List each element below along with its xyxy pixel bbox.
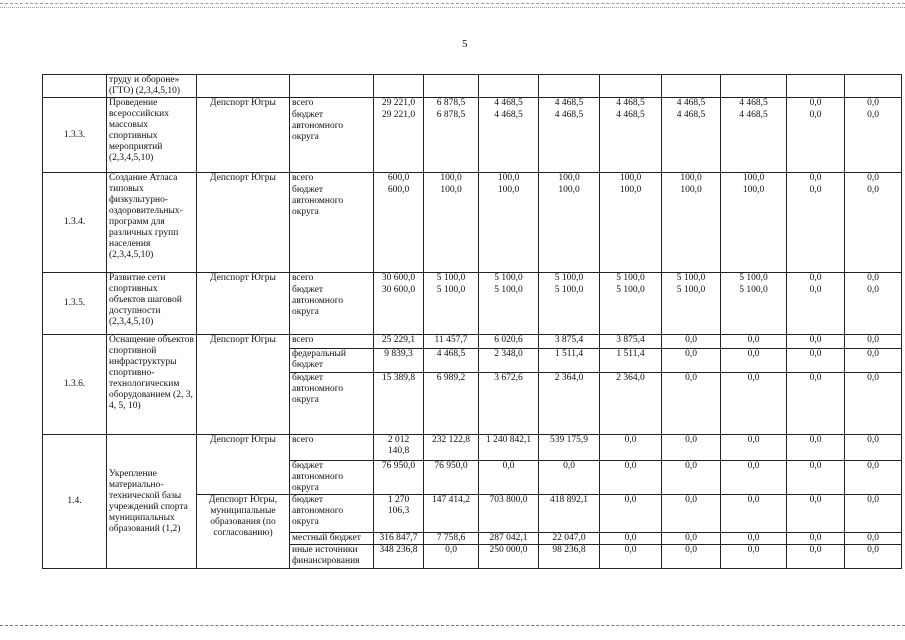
value-cell: 0,0 xyxy=(721,495,787,533)
value-cell: 100,0 100,0 xyxy=(424,173,479,273)
table-row xyxy=(43,98,902,173)
source-label: бюджет автономного округа xyxy=(292,285,344,317)
value-cell: 0,0 xyxy=(662,435,721,461)
source-label: всего xyxy=(292,173,314,183)
value-cell: 76 950,0 xyxy=(424,461,479,495)
value-cell: 0,0 xyxy=(721,335,787,349)
table-row xyxy=(43,335,902,349)
value-cell: 287 042,1 xyxy=(479,533,539,545)
value-cell: 0,0 xyxy=(479,461,539,495)
value-cell: 703 800,0 xyxy=(479,495,539,533)
row-executor: Депспорт Югры xyxy=(197,273,290,335)
source-label: местный бюджет xyxy=(290,533,374,545)
value-cell: 0,0 xyxy=(600,533,662,545)
row-executor: Депспорт Югры xyxy=(197,335,290,435)
value-cell: 0,0 xyxy=(721,545,787,569)
row-name: Проведение всероссийских массовых спортивных мероприятий (2,3,4,5,10) xyxy=(107,98,197,173)
value-cell: 0,0 0,0 xyxy=(845,98,902,173)
value-cell: 4 468,5 4 468,5 xyxy=(479,98,539,173)
value-cell: 232 122,8 xyxy=(424,435,479,461)
source-label: федеральный бюджет xyxy=(290,349,374,373)
value-cell: 0,0 xyxy=(845,435,902,461)
value-cell: 0,0 xyxy=(845,495,902,533)
value-cell: 0,0 xyxy=(721,435,787,461)
value-cell: 6 020,6 xyxy=(479,335,539,349)
value-cell: 4 468,5 4 468,5 xyxy=(600,98,662,173)
value-cell: 0,0 xyxy=(539,461,600,495)
value-cell: 418 892,1 xyxy=(539,495,600,533)
value-cell: 5 100,0 5 100,0 xyxy=(721,273,787,335)
value-cell: 0,0 xyxy=(787,349,845,373)
value-cell: 4 468,5 4 468,5 xyxy=(662,98,721,173)
value-cell: 0,0 xyxy=(787,335,845,349)
value-cell: 100,0 100,0 xyxy=(539,173,600,273)
value-cell: 5 100,0 5 100,0 xyxy=(662,273,721,335)
table-row xyxy=(43,75,902,98)
row-name: Оснащение объектов спортивной инфраструктуры спортивно-технологическим оборудованием (2, 3, 4, 5, 10) xyxy=(107,335,197,435)
value-cell: 0,0 xyxy=(845,373,902,435)
value-cell: 0,0 xyxy=(787,495,845,533)
value-cell: 0,0 xyxy=(787,435,845,461)
top-scan-edge-2 xyxy=(0,7,905,8)
value-cell: 5 100,0 5 100,0 xyxy=(600,273,662,335)
value-cell: 0,0 0,0 xyxy=(845,173,902,273)
source-label: всего xyxy=(292,98,314,108)
source-label: всего xyxy=(292,273,314,283)
value-cell: 11 457,7 xyxy=(424,335,479,349)
row-code: 1.3.6. xyxy=(43,335,107,435)
source-label: всего xyxy=(290,435,374,461)
value-cell: 3 875,4 xyxy=(539,335,600,349)
value-cell: 0,0 xyxy=(662,349,721,373)
value-cell: 0,0 xyxy=(600,495,662,533)
value-cell: 6 878,5 6 878,5 xyxy=(424,98,479,173)
value-cell: 4 468,5 xyxy=(424,349,479,373)
value-cell: 100,0 100,0 xyxy=(479,173,539,273)
value-cell: 0,0 xyxy=(662,373,721,435)
row-executor: Депспорт Югры xyxy=(197,173,290,273)
value-cell: 0,0 0,0 xyxy=(787,98,845,173)
bottom-scan-edge xyxy=(0,625,905,626)
value-cell: 2 364,0 xyxy=(600,373,662,435)
value-cell: 30 600,0 30 600,0 xyxy=(374,273,424,335)
value-cell: 4 468,5 4 468,5 xyxy=(539,98,600,173)
row-sources xyxy=(290,173,374,273)
value-cell: 0,0 xyxy=(787,545,845,569)
value-cell: 0,0 xyxy=(721,349,787,373)
value-cell: 600,0 600,0 xyxy=(374,173,424,273)
row-code: 1.3.3. xyxy=(43,98,107,173)
value-cell: 5 100,0 5 100,0 xyxy=(539,273,600,335)
row-executor: Депспорт Югры xyxy=(197,435,290,495)
value-cell: 9 839,3 xyxy=(374,349,424,373)
row-code: 1.3.5. xyxy=(43,273,107,335)
value-cell: 7 758,6 xyxy=(424,533,479,545)
source-label: бюджет автономного округа xyxy=(292,185,344,217)
value-cell: 0,0 xyxy=(787,533,845,545)
value-cell: 316 847,7 xyxy=(374,533,424,545)
value-cell: 0,0 xyxy=(600,435,662,461)
value-cell: 100,0 100,0 xyxy=(721,173,787,273)
value-cell: 0,0 xyxy=(721,373,787,435)
value-cell: 0,0 0,0 xyxy=(787,173,845,273)
value-cell: 539 175,9 xyxy=(539,435,600,461)
value-cell: 0,0 xyxy=(845,335,902,349)
value-cell: 0,0 xyxy=(721,533,787,545)
source-label: бюджет автономного округа xyxy=(290,461,374,495)
value-cell: 6 989,2 xyxy=(424,373,479,435)
value-cell: 0,0 xyxy=(662,495,721,533)
value-cell: 0,0 xyxy=(721,461,787,495)
table-row xyxy=(43,273,902,335)
value-cell: 0,0 0,0 xyxy=(845,273,902,335)
value-cell: 0,0 xyxy=(662,461,721,495)
value-cell: 0,0 xyxy=(787,461,845,495)
row-executor: Депспорт Югры xyxy=(197,98,290,173)
value-cell: 0,0 0,0 xyxy=(787,273,845,335)
value-cell: 100,0 100,0 xyxy=(600,173,662,273)
source-label: иные источники финансирования xyxy=(290,545,374,569)
value-cell: 348 236,8 xyxy=(374,545,424,569)
value-cell: 0,0 xyxy=(600,461,662,495)
value-cell: 2 364,0 xyxy=(539,373,600,435)
value-cell: 29 221,0 29 221,0 xyxy=(374,98,424,173)
value-cell: 1 511,4 xyxy=(600,349,662,373)
row-code: 1.4. xyxy=(43,435,107,569)
value-cell: 147 414,2 xyxy=(424,495,479,533)
value-cell: 3 672,6 xyxy=(479,373,539,435)
value-cell: 100,0 100,0 xyxy=(662,173,721,273)
value-cell: 1 240 842,1 xyxy=(479,435,539,461)
value-cell: 4 468,5 4 468,5 xyxy=(721,98,787,173)
source-label: бюджет автономного округа xyxy=(290,495,374,533)
row-executor: Депспорт Югры, муниципальные образования (по согласованию) xyxy=(197,495,290,569)
value-cell: 22 047,0 xyxy=(539,533,600,545)
value-cell: 5 100,0 5 100,0 xyxy=(479,273,539,335)
value-cell: 2 348,0 xyxy=(479,349,539,373)
source-label: бюджет автономного округа xyxy=(292,110,344,142)
value-cell: 0,0 xyxy=(845,545,902,569)
value-cell: 0,0 xyxy=(845,533,902,545)
value-cell: 0,0 xyxy=(845,461,902,495)
row-sources xyxy=(290,273,374,335)
row-name: Укрепление материально-технической базы учреждений спорта муниципальных образований (1,2) xyxy=(107,435,197,569)
row-sources xyxy=(290,98,374,173)
value-cell: 5 100,0 5 100,0 xyxy=(424,273,479,335)
source-label: всего xyxy=(290,335,374,349)
page-number: 5 xyxy=(462,38,468,50)
value-cell: 15 389,8 xyxy=(374,373,424,435)
row-code: 1.3.4. xyxy=(43,173,107,273)
value-cell: 76 950,0 xyxy=(374,461,424,495)
value-cell: 0,0 xyxy=(662,335,721,349)
table-row xyxy=(43,173,902,273)
row-code xyxy=(43,75,107,98)
source-label: бюджет автономного округа xyxy=(290,373,374,435)
top-scan-edge xyxy=(0,3,905,4)
row-name: Развитие сети спортивных объектов шаговой доступности (2,3,4,5,10) xyxy=(107,273,197,335)
value-cell: 1 511,4 xyxy=(539,349,600,373)
value-cell: 1 270 106,3 xyxy=(374,495,424,533)
value-cell: 0,0 xyxy=(424,545,479,569)
value-cell: 0,0 xyxy=(600,545,662,569)
value-cell: 0,0 xyxy=(845,349,902,373)
value-cell: 0,0 xyxy=(662,533,721,545)
row-name: труду и обороне» (ГТО) (2,3,4,5,10) xyxy=(107,75,197,98)
value-cell: 25 229,1 xyxy=(374,335,424,349)
value-cell: 0,0 xyxy=(662,545,721,569)
row-name: Создание Атласа типовых физкультурно-оздоровительных-программ для различных групп населения (2,3,4,5,10) xyxy=(107,173,197,273)
value-cell: 98 236,8 xyxy=(539,545,600,569)
value-cell: 250 000,0 xyxy=(479,545,539,569)
budget-table xyxy=(42,74,902,569)
value-cell: 3 875,4 xyxy=(600,335,662,349)
table-row xyxy=(43,435,902,461)
value-cell: 0,0 xyxy=(787,373,845,435)
value-cell: 2 012 140,8 xyxy=(374,435,424,461)
